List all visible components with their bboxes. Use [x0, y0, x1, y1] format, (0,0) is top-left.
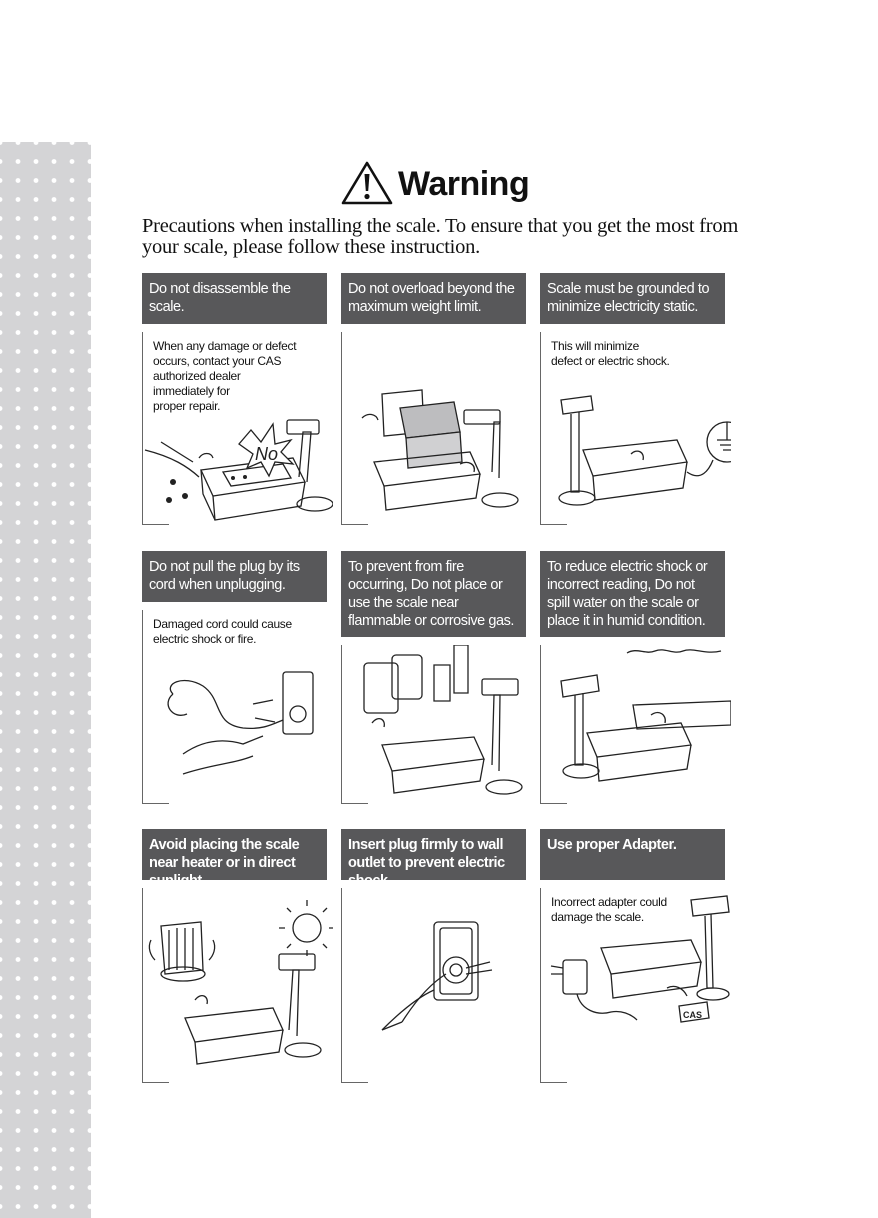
- panel-heading: Scale must be grounded to minimize electricity static.: [540, 273, 725, 324]
- panel-body: [142, 610, 328, 804]
- warning-title: [338, 160, 538, 206]
- panel-heading: To reduce electric shock or incorrect reading, Do not spill water on the scale or place it in humid condition.: [540, 551, 725, 637]
- warning-triangle-icon: [340, 160, 394, 206]
- panel-humid: [540, 551, 725, 637]
- bathtub-humid-icon: [541, 645, 731, 801]
- no-badge: No: [255, 444, 279, 464]
- cas-box-label: CAS: [683, 1010, 703, 1020]
- panel-heading: Do not disassemble the scale.: [142, 273, 327, 324]
- panel-heater: [142, 829, 327, 889]
- panel-body: [341, 645, 527, 804]
- panel-body: [341, 888, 527, 1083]
- gas-containers-icon: [342, 645, 532, 801]
- panel-fire: [341, 551, 526, 637]
- wall-outlet-icon: [342, 910, 532, 1060]
- panel-overload: [341, 273, 526, 324]
- decorative-dot-strip: [0, 142, 91, 1218]
- panel-heading: Use proper Adapter.: [540, 829, 725, 880]
- panel-heading: Do not pull the plug by its cord when unplugging.: [142, 551, 327, 602]
- overload-boxes-icon: [342, 382, 532, 522]
- adapter-icon: [541, 888, 731, 1083]
- panel-body: [540, 645, 726, 804]
- panel-heading: Do not overload beyond the maximum weight limit.: [341, 273, 526, 324]
- panel-pull-plug: [142, 551, 327, 646]
- disassemble-warning-icon: [143, 382, 333, 522]
- pull-plug-icon: [143, 664, 333, 804]
- panel-heading: Avoid placing the scale near heater or in direct sunlight.: [142, 829, 327, 880]
- panel-body: [142, 332, 328, 525]
- panel-body: [540, 332, 726, 525]
- panel-note: Incorrect adapter could damage the scale.: [551, 895, 667, 924]
- panel-grounded: [540, 273, 725, 368]
- panel-note: When any damage or defect occurs, contact your CAS authorized dealer immediately for proper repair.: [153, 339, 297, 413]
- panel-adapter: [540, 829, 725, 1020]
- panel-body: [540, 888, 726, 1083]
- heater-sun-icon: [143, 900, 333, 1080]
- panel-body: [142, 888, 328, 1083]
- panel-disassemble: [142, 273, 327, 464]
- panel-heading: Insert plug firmly to wall outlet to prevent electric shock.: [341, 829, 526, 880]
- intro-paragraph: Precautions when installing the scale. To ensure that you get the most from your scale, please follow these instruction.: [142, 215, 739, 258]
- panel-heading: To prevent from fire occurring, Do not place or use the scale near flammable or corrosive gas.: [341, 551, 526, 637]
- panel-note: This will minimize defect or electric shock.: [551, 339, 670, 368]
- panel-body: [341, 332, 527, 525]
- page-title: Warning: [398, 165, 530, 203]
- panel-plug-firmly: [341, 829, 526, 889]
- panel-note: Damaged cord could cause electric shock or fire.: [153, 617, 292, 646]
- ground-symbol-icon: [541, 382, 731, 522]
